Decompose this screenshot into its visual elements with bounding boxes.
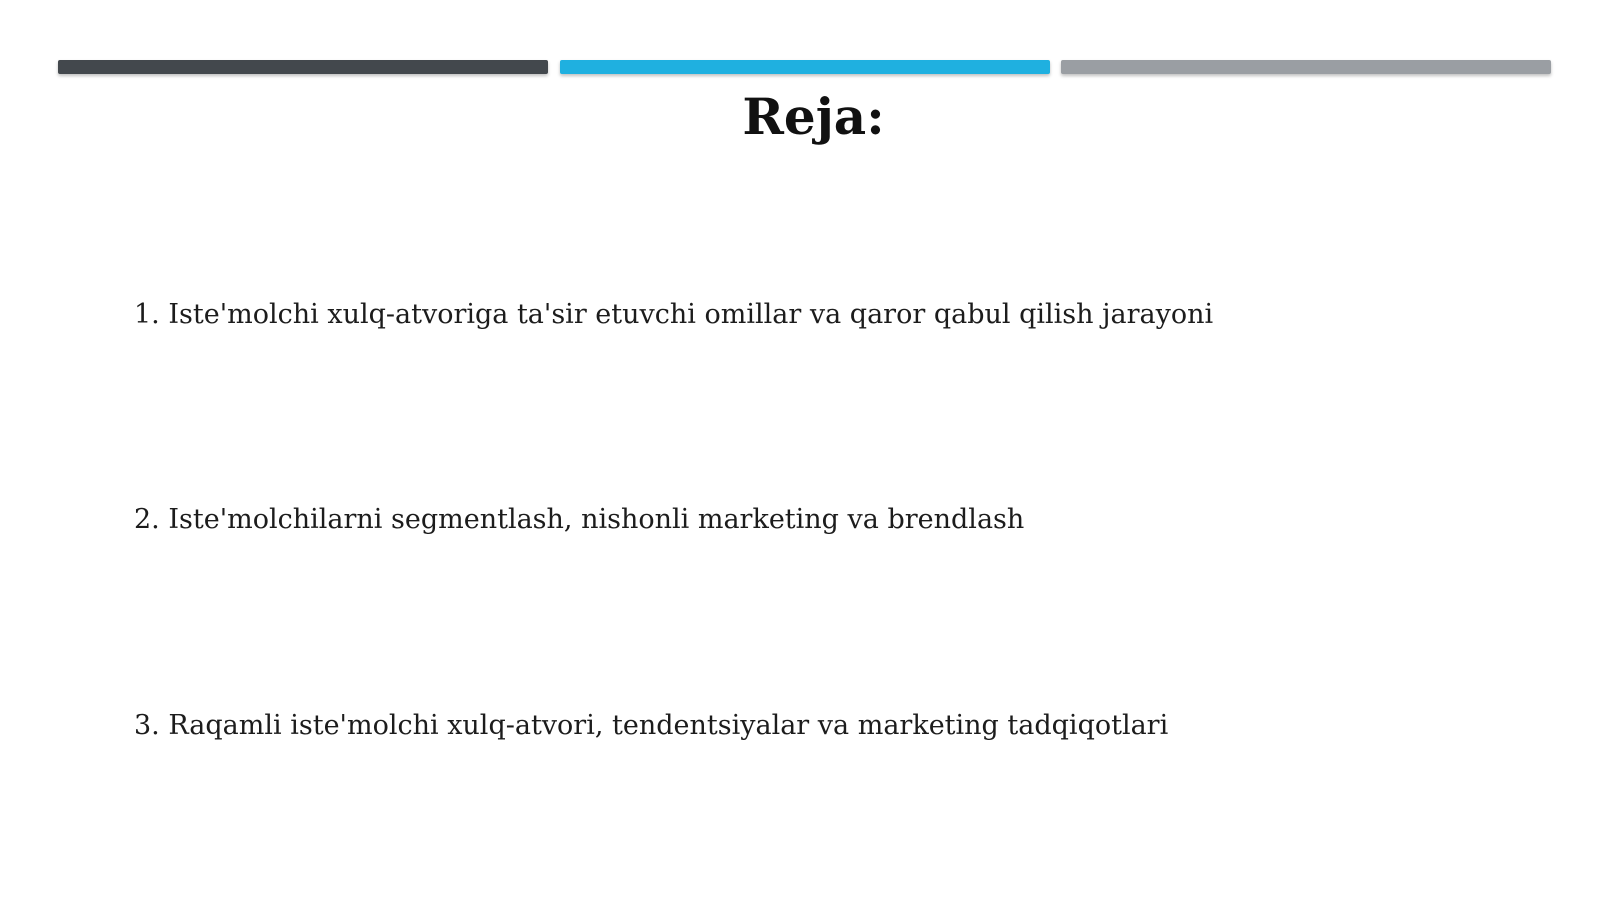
decor-bar-gray bbox=[1061, 60, 1551, 74]
plan-item-2: 2. Iste'molchilarni segmentlash, nishonli marketing va brendlash bbox=[134, 504, 1025, 535]
decor-bar-dark bbox=[58, 60, 548, 74]
plan-item-1: 1. Iste'molchi xulq-atvoriga ta'sir etuvchi omillar va qaror qabul qilish jarayoni bbox=[134, 299, 1214, 330]
decor-bar-blue bbox=[560, 60, 1050, 74]
plan-item-3: 3. Raqamli iste'molchi xulq-atvori, tendentsiyalar va marketing tadqiqotlari bbox=[134, 710, 1169, 741]
slide-title: Reja: bbox=[742, 87, 885, 146]
